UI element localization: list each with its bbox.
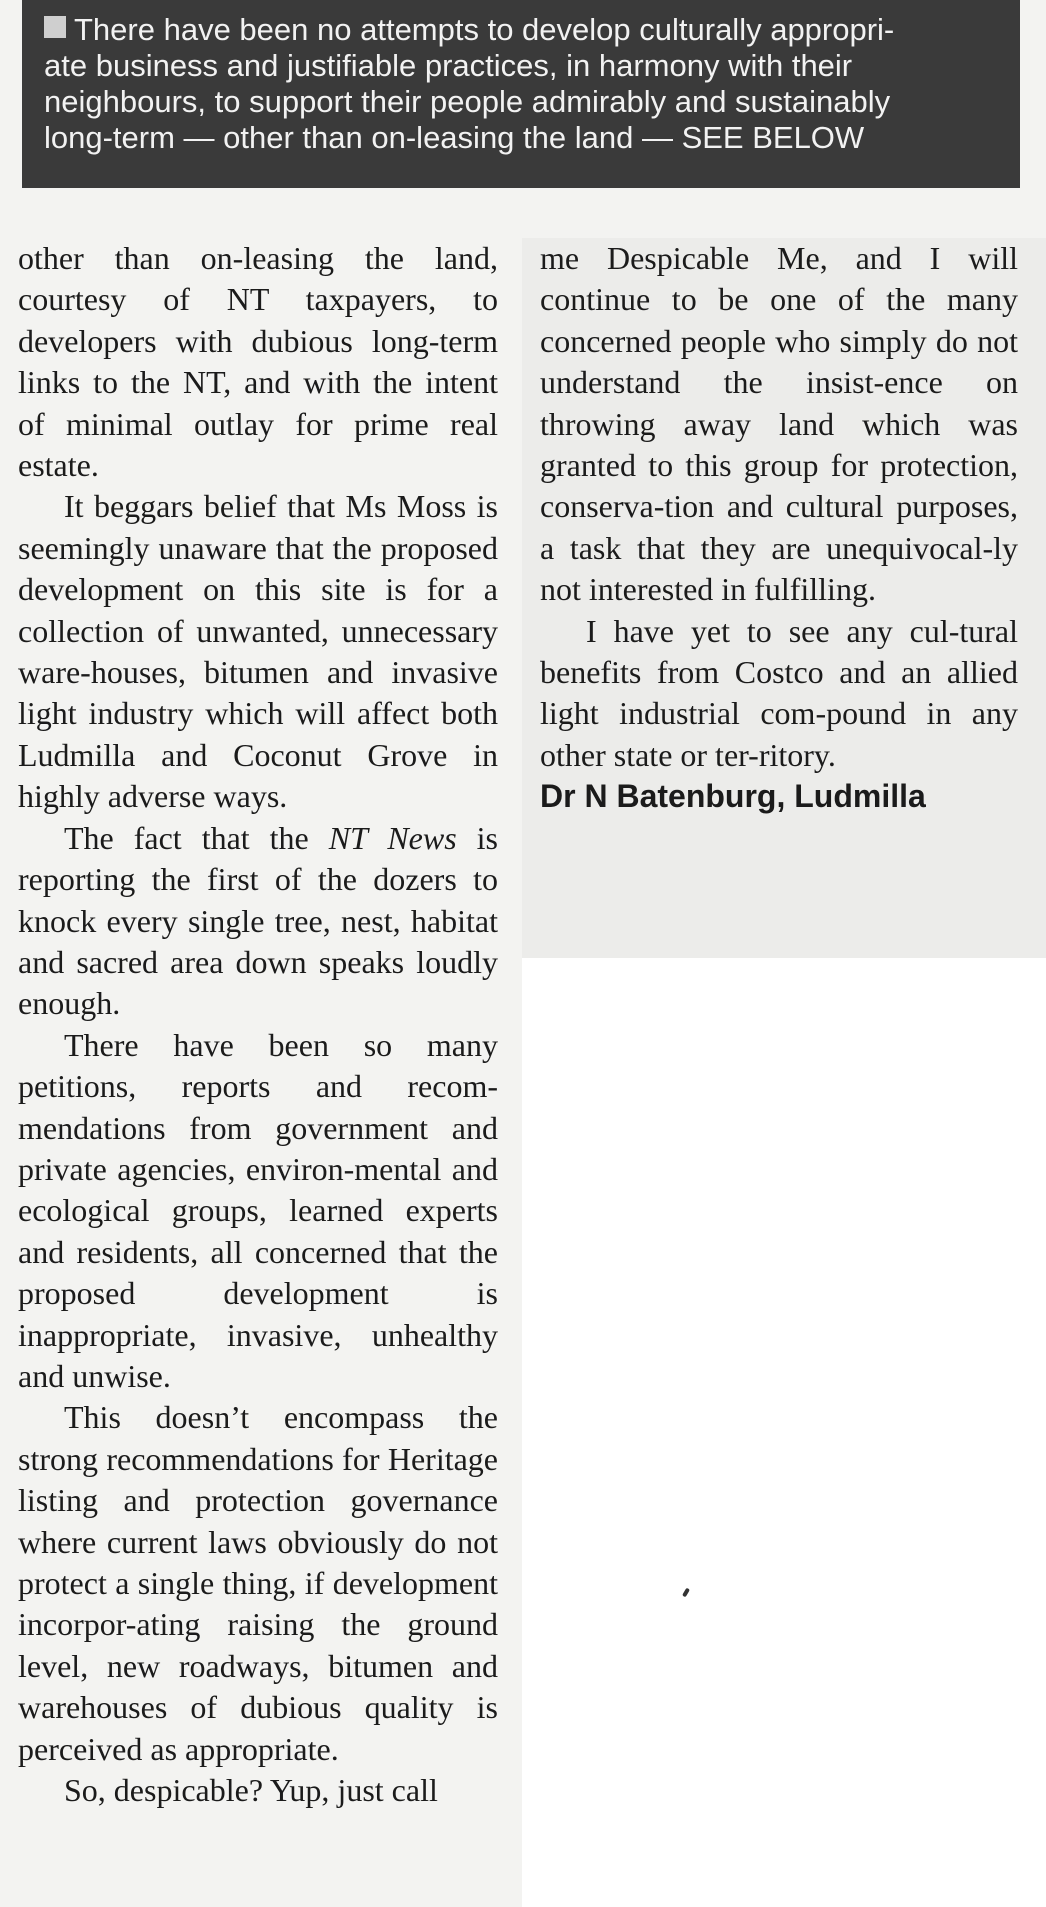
paragraph: other than on-leasing the land, courtesy of NT taxpayers, to developers with dubious long-term links to the NT, and with the intent of minimal outlay for prime real estate. bbox=[18, 240, 498, 484]
publication-name: NT News bbox=[328, 819, 457, 856]
left-column bbox=[18, 238, 498, 1811]
caption bbox=[44, 12, 996, 156]
right-column bbox=[540, 238, 1018, 818]
paragraph: I have yet to see any cul-tural benefits from Costco and an allied light industrial com-pound in any other state or ter-ritory. bbox=[540, 612, 1018, 773]
caption-text: There have been no attempts to develop culturally appropri- ate business and justifiable practices, in harmony with their neighbours, to support their people admirably and sustainably long-term — other than on-leasing the land — SEE BELOW bbox=[44, 12, 895, 155]
square-bullet-icon bbox=[44, 16, 66, 38]
paragraph: It beggars belief that Ms Moss is seemingly unaware that the proposed development on this site is for a collection of unwanted, unnecessary ware-houses, bitumen and invasive light industry which will affect both Ludmilla and Coconut Grove in highly adverse ways. bbox=[18, 488, 498, 815]
caption-bar bbox=[22, 0, 1020, 188]
paragraph: The fact that the NT News is reporting the first of the dozers to knock every single tree, nest, habitat and sacred area down speaks loudly enough. bbox=[18, 819, 499, 1022]
paragraph: So, despicable? Yup, just call bbox=[64, 1772, 438, 1809]
paragraph: This doesn’t encompass the strong recommendations for Heritage listing and protection governance where current laws obviously do not protect a single thing, if development incorpor-ating raising the ground level, new roadways, bitumen and warehouses of dubious quality is perceived as appropriate. bbox=[18, 1399, 498, 1767]
paragraph: me Despicable Me, and I will continue to be one of the many concerned people who simply do not understand the insist-ence on throwing away land which was granted to this group for protection, conserva-tion and cultural purposes, a task that they are unequivocal-ly not interested in fulfilling. bbox=[540, 240, 1018, 608]
author-signature: Dr N Batenburg, Ludmilla bbox=[540, 778, 926, 815]
blank-area bbox=[522, 958, 1046, 1907]
paragraph: There have been so many petitions, reports and recom-mendations from government and private agencies, environ-mental and ecological groups, learned experts and residents, all concerned that the proposed development is inappropriate, invasive, unhealthy and unwise. bbox=[18, 1026, 498, 1394]
